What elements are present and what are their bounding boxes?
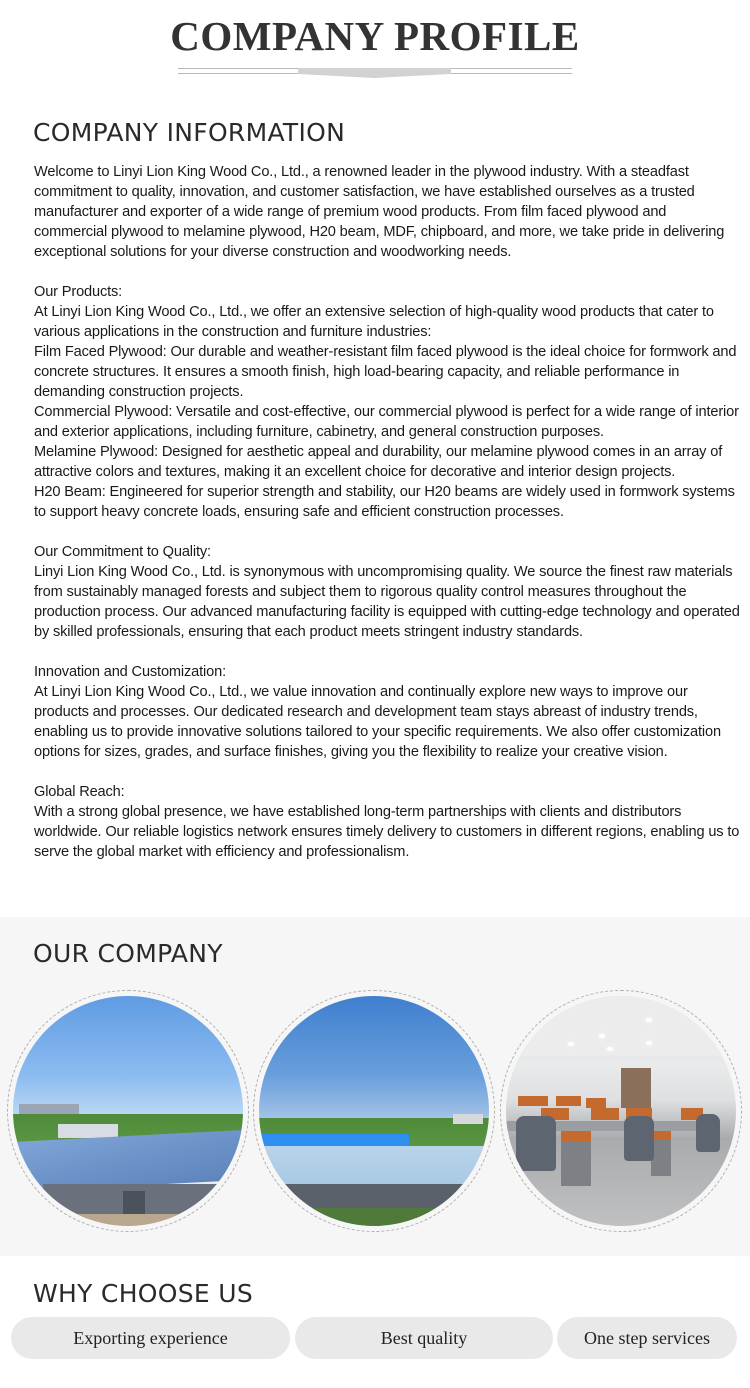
company-information-heading: COMPANY INFORMATION [33,118,346,147]
profile-header [0,0,750,100]
feature-pill-best-quality: Best quality [295,1317,553,1359]
company-information-body [34,162,740,862]
office-photo [500,990,742,1232]
product-item-film-faced: Film Faced Plywood: Our durable and weather-resistant film faced plywood is the ideal choice for formwork and concrete structures. It ensures a smooth finish, high load-bearing capacity, and reliable performance in demanding construction projects. [34,344,737,400]
office-image [506,996,736,1226]
factory-image [13,996,243,1226]
innovation-text: At Linyi Lion King Wood Co., Ltd., we value innovation and continually explore new ways to improve our products and processes. Our dedicated research and development team stays abreast of industry trends, enabling us to provide innovative solutions tailored to your specific requirements. We also offer customization options for sizes, grades, and surface finishes, giving you the flexibility to realize your creative vision. [34,684,721,760]
global-title: Global Reach: [34,784,125,800]
quality-text: Linyi Lion King Wood Co., Ltd. is synonymous with uncompromising quality. We source the finest raw materials from sustainably managed forests and subject them to rigorous quality control measures throughout the production process. Our advanced manufacturing facility is equipped with cutting-edge technology and operated by skilled professionals, ensuring that each product meets stringent industry standards. [34,564,740,640]
product-item-melamine: Melamine Plywood: Designed for aesthetic appeal and durability, our melamine plywood comes in an array of attractive colors and textures, making it an excellent choice for decorative and interior design projects. [34,444,723,480]
factory-photo-1 [7,990,249,1232]
page-title: COMPANY PROFILE [170,13,580,59]
product-item-commercial: Commercial Plywood: Versatile and cost-effective, our commercial plywood is perfect for a wide range of interior and exterior applications, including furniture, cabinetry, and general construction purposes. [34,404,739,440]
products-intro: At Linyi Lion King Wood Co., Ltd., we offer an extensive selection of high-quality wood products that cater to various applications in the construction and furniture industries: [34,304,714,340]
title-divider [178,68,572,80]
feature-pill-one-step-services: One step services [557,1317,737,1359]
products-title: Our Products: [34,284,123,300]
our-company-section [0,917,750,1256]
factory-roof-image [259,996,489,1226]
quality-title: Our Commitment to Quality: [34,544,211,560]
our-company-heading: OUR COMPANY [33,939,223,968]
divider-arrow-icon [298,68,451,78]
intro-paragraph: Welcome to Linyi Lion King Wood Co., Ltd., a renowned leader in the plywood industry. With a steadfast commitment to quality, innovation, and customer satisfaction, we have established ourselves as a trusted manufacturer and exporter of a wide range of premium wood products. From film faced plywood and commercial plywood to melamine plywood, H20 beam, MDF, chipboard, and more, we take pride in delivering exceptional solutions for your diverse construction and woodworking needs. [34,164,725,260]
global-text: With a strong global presence, we have established long-term partnerships with clients and distributors worldwide. Our reliable logistics network ensures timely delivery to customers in different regions, enabling us to serve the global market with efficiency and professionalism. [34,804,740,860]
innovation-title: Innovation and Customization: [34,664,226,680]
feature-pill-exporting-experience: Exporting experience [11,1317,290,1359]
why-choose-us-heading: WHY CHOOSE US [33,1279,254,1308]
product-item-h20-beam: H20 Beam: Engineered for superior strength and stability, our H20 beams are widely used in formwork systems to support heavy concrete loads, ensuring safe and efficient construction processes. [34,484,735,520]
factory-photo-2 [253,990,495,1232]
